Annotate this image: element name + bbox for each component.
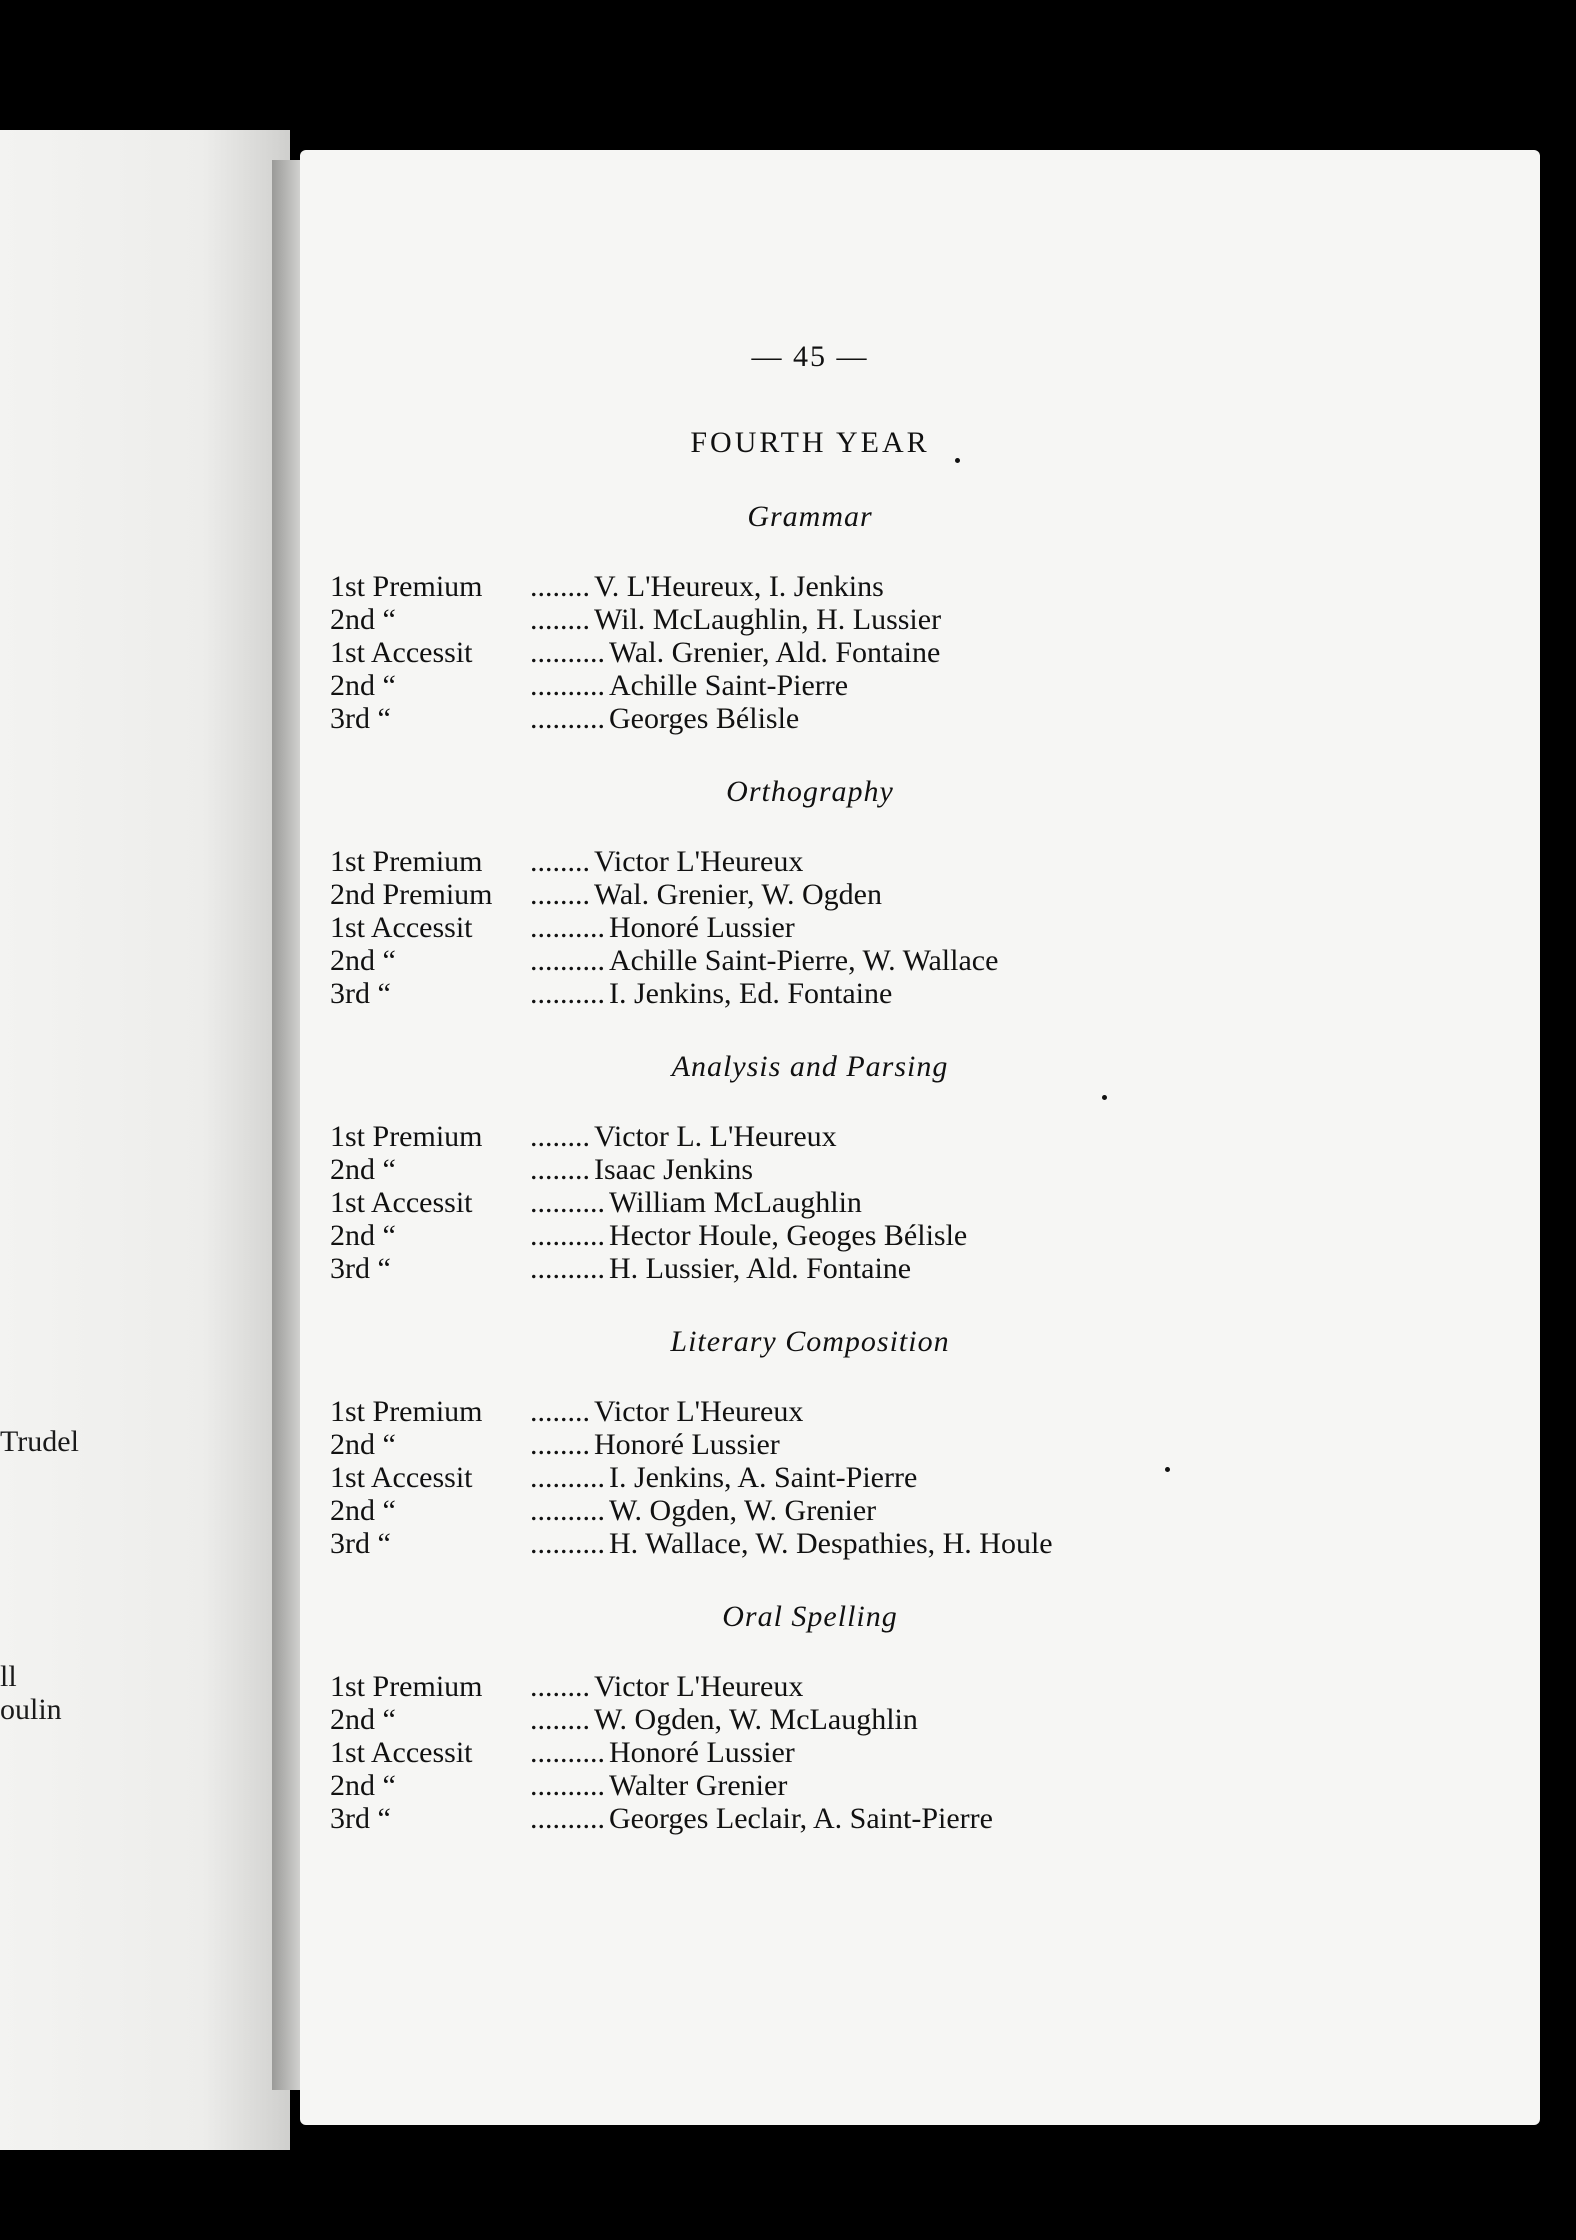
award-winners: W. Ogden, W. Grenier: [609, 1494, 877, 1527]
leader-dots: ..........: [530, 911, 605, 944]
award-rank: 1st Premium: [330, 1670, 483, 1703]
award-winners: I. Jenkins, A. Saint-Pierre: [609, 1461, 918, 1494]
ink-speck: [955, 458, 960, 463]
subject-section: [330, 1050, 1230, 1285]
award-row: [330, 702, 1230, 735]
award-rank: 1st Premium: [330, 1395, 483, 1428]
award-list: [330, 570, 1230, 735]
leader-dots: ..........: [530, 1736, 605, 1769]
subject-section: [330, 775, 1230, 1010]
page-content: [330, 340, 1230, 1835]
award-row: [330, 1219, 1230, 1252]
award-winners: Georges Leclair, A. Saint-Pierre: [609, 1802, 993, 1835]
award-winners: Achille Saint-Pierre, W. Wallace: [609, 944, 999, 977]
subject-heading: Literary Composition: [670, 1325, 950, 1358]
subject-section: [330, 1325, 1230, 1560]
award-row: [330, 1461, 1230, 1494]
left-page-fragment: Trudel: [0, 1425, 79, 1458]
leader-dots: ..........: [530, 636, 605, 669]
award-row: [330, 603, 1230, 636]
leader-dots: ..........: [530, 1252, 605, 1285]
subject-heading: Orthography: [726, 775, 894, 808]
left-page: [0, 130, 290, 2150]
award-row: [330, 1494, 1230, 1527]
award-winners: H. Lussier, Ald. Fontaine: [609, 1252, 912, 1285]
award-winners: Victor L'Heureux: [594, 1395, 804, 1428]
award-row: [330, 1120, 1230, 1153]
award-rank: 2nd “: [330, 1219, 396, 1252]
award-rank: 1st Accessit: [330, 1736, 473, 1769]
leader-dots: ..........: [530, 1769, 605, 1802]
award-winners: W. Ogden, W. McLaughlin: [594, 1703, 918, 1736]
award-rank: 1st Premium: [330, 1120, 483, 1153]
award-rank: 2nd “: [330, 1703, 396, 1736]
award-row: [330, 977, 1230, 1010]
leader-dots: ........: [530, 1670, 590, 1703]
award-winners: Wil. McLaughlin, H. Lussier: [594, 603, 942, 636]
award-list: [330, 1395, 1230, 1560]
leader-dots: ........: [530, 1153, 590, 1186]
leader-dots: ........: [530, 1395, 590, 1428]
ink-speck: [1102, 1095, 1107, 1100]
award-winners: Victor L'Heureux: [594, 1670, 804, 1703]
award-winners: Honoré Lussier: [594, 1428, 780, 1461]
award-row: [330, 1703, 1230, 1736]
leader-dots: ........: [530, 603, 590, 636]
award-rank: 2nd “: [330, 1769, 396, 1802]
award-winners: Wal. Grenier, Ald. Fontaine: [609, 636, 941, 669]
award-rank: 3rd “: [330, 1802, 391, 1835]
section-title: FOURTH YEAR: [690, 426, 930, 459]
award-row: [330, 1395, 1230, 1428]
award-rank: 1st Premium: [330, 845, 483, 878]
leader-dots: ..........: [530, 1527, 605, 1560]
award-row: [330, 1428, 1230, 1461]
leader-dots: ..........: [530, 944, 605, 977]
subject-heading: Grammar: [747, 500, 873, 533]
award-rank: 1st Premium: [330, 570, 483, 603]
leader-dots: ..........: [530, 1461, 605, 1494]
subjects-list: [330, 500, 1230, 1835]
award-rank: 2nd “: [330, 1428, 396, 1461]
award-rank: 2nd “: [330, 1494, 396, 1527]
award-row: [330, 1252, 1230, 1285]
award-row: [330, 911, 1230, 944]
award-rank: 3rd “: [330, 1527, 391, 1560]
award-row: [330, 669, 1230, 702]
leader-dots: ..........: [530, 669, 605, 702]
award-winners: I. Jenkins, Ed. Fontaine: [609, 977, 893, 1010]
award-rank: 1st Accessit: [330, 911, 473, 944]
award-winners: Achille Saint-Pierre: [609, 669, 849, 702]
award-row: [330, 1153, 1230, 1186]
award-row: [330, 944, 1230, 977]
award-rank: 2nd “: [330, 669, 396, 702]
award-row: [330, 1186, 1230, 1219]
left-page-fragment: oulin: [0, 1693, 62, 1726]
award-list: [330, 1120, 1230, 1285]
award-row: [330, 1769, 1230, 1802]
award-rank: 2nd “: [330, 944, 396, 977]
award-list: [330, 1670, 1230, 1835]
award-winners: Wal. Grenier, W. Ogden: [594, 878, 882, 911]
award-winners: Victor L. L'Heureux: [594, 1120, 837, 1153]
leader-dots: ..........: [530, 1219, 605, 1252]
award-row: [330, 636, 1230, 669]
award-row: [330, 1802, 1230, 1835]
award-row: [330, 570, 1230, 603]
leader-dots: ..........: [530, 977, 605, 1010]
leader-dots: ........: [530, 570, 590, 603]
award-winners: Walter Grenier: [609, 1769, 788, 1802]
leader-dots: ..........: [530, 1186, 605, 1219]
award-row: [330, 1736, 1230, 1769]
award-winners: Honoré Lussier: [609, 911, 795, 944]
leader-dots: ........: [530, 1703, 590, 1736]
award-winners: Victor L'Heureux: [594, 845, 804, 878]
award-rank: 3rd “: [330, 702, 391, 735]
award-rank: 1st Accessit: [330, 1461, 473, 1494]
award-winners: William McLaughlin: [609, 1186, 862, 1219]
leader-dots: ........: [530, 1428, 590, 1461]
subject-heading: Analysis and Parsing: [671, 1050, 949, 1083]
leader-dots: ..........: [530, 1802, 605, 1835]
award-row: [330, 1670, 1230, 1703]
leader-dots: ..........: [530, 702, 605, 735]
subject-section: [330, 1600, 1230, 1835]
leader-dots: ..........: [530, 1494, 605, 1527]
award-winners: Hector Houle, Geoges Bélisle: [609, 1219, 968, 1252]
award-list: [330, 845, 1230, 1010]
award-rank: 2nd Premium: [330, 878, 493, 911]
award-winners: Isaac Jenkins: [594, 1153, 754, 1186]
award-rank: 2nd “: [330, 1153, 396, 1186]
award-rank: 1st Accessit: [330, 1186, 473, 1219]
award-winners: Honoré Lussier: [609, 1736, 795, 1769]
award-row: [330, 878, 1230, 911]
award-winners: Georges Bélisle: [609, 702, 800, 735]
award-rank: 3rd “: [330, 977, 391, 1010]
leader-dots: ........: [530, 878, 590, 911]
page-number: — 45 —: [751, 340, 869, 373]
award-row: [330, 1527, 1230, 1560]
award-winners: V. L'Heureux, I. Jenkins: [594, 570, 884, 603]
leader-dots: ........: [530, 1120, 590, 1153]
award-row: [330, 845, 1230, 878]
award-rank: 2nd “: [330, 603, 396, 636]
award-rank: 3rd “: [330, 1252, 391, 1285]
award-rank: 1st Accessit: [330, 636, 473, 669]
left-page-fragment: ll: [0, 1660, 17, 1693]
leader-dots: ........: [530, 845, 590, 878]
ink-speck: [1165, 1467, 1170, 1472]
subject-heading: Oral Spelling: [722, 1600, 898, 1633]
award-winners: H. Wallace, W. Despathies, H. Houle: [609, 1527, 1053, 1560]
subject-section: [330, 500, 1230, 735]
